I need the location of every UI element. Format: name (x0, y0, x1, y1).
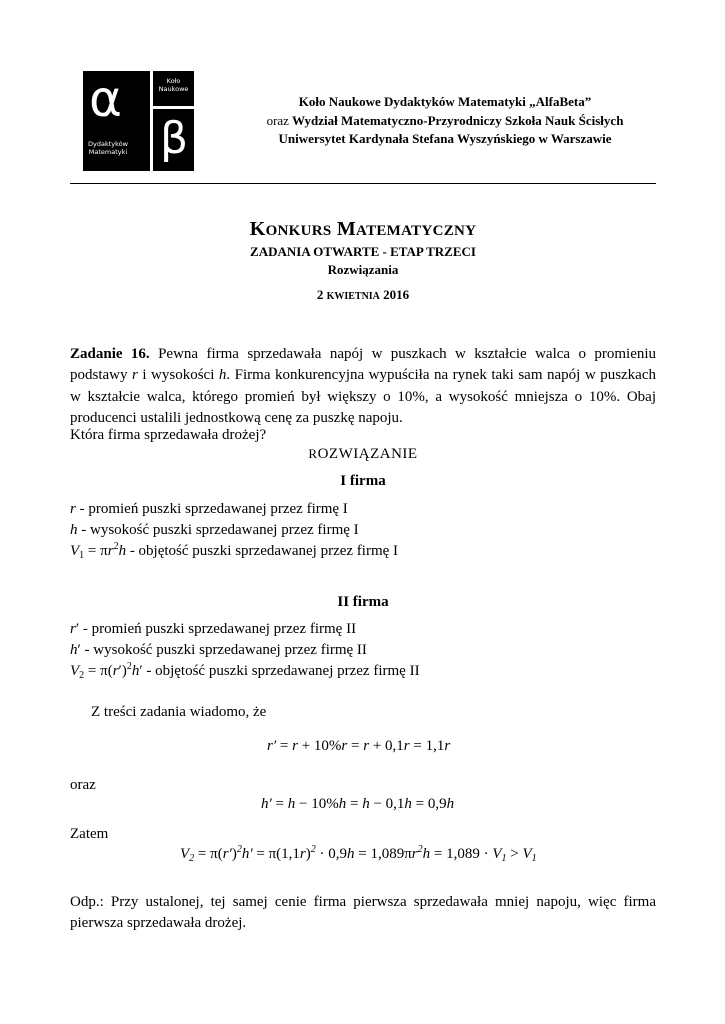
task-question: Która firma sprzedawała drożej? (70, 427, 267, 443)
firm2-v-def: $V_2 = \pi(r')^2h'$ - objętość puszki sprzedawanej przez firmę II (70, 661, 420, 681)
page-subtitle: ZADANIA OTWARTE - ETAP TRZECI (250, 244, 476, 259)
logo-top-right-text: Koło Naukowe (158, 77, 189, 93)
solution-heading: ROZWIĄZANIE (308, 446, 418, 462)
header-line-3: Uniwersytet Kardynała Stefana Wyszyńskiego w Warszawie (278, 131, 612, 146)
page-title: KONKURS MATEMATYCZNY (249, 218, 477, 240)
equation-volume: $V_2 = \pi(r')^2h' = \pi(1,1r)^2 \cdot 0,9h = 1,089\pi r^2h = 1,089 \cdot V_1 > V_1$ (180, 844, 537, 864)
page-date: 2 KWIETNIA 2016 (316, 287, 410, 302)
logo (83, 71, 194, 171)
solution-oraz: oraz (70, 777, 96, 793)
firm2-h-def: h′ - wysokość puszki sprzedawanej przez firmę II (70, 642, 367, 658)
solution-intro: Z treści zadania wiadomo, że (91, 704, 267, 720)
task-text: Zadanie 16. Pewna firma sprzedawała napój w puszkach w kształcie walca o promieniu podstawy r i wysokości h. Firma konkurencyjna wypuściła na rynek taki sam napój w puszkach w kształcie walca, którego promień był większy o 10%, a wysokość mniejsza o 10%. Obaj producenci ustalili jednostkową cenę za puszkę napoju. (70, 346, 657, 427)
logo-beta-glyph: β (159, 113, 189, 164)
solution-zatem: Zatem (70, 826, 109, 842)
firm2-heading: II firma (337, 594, 389, 610)
answer-text: Odp.: Przy ustalonej, tej samej cenie firma pierwsza sprzedawała mniej napoju, więc firma pierwsza sprzedawała drożej. (70, 894, 656, 932)
firm1-r-def: r - promień puszki sprzedawanej przez firmę I (70, 501, 348, 517)
firm1-heading: I firma (340, 473, 386, 489)
firm1-h-def: h - wysokość puszki sprzedawanej przez firmę I (70, 522, 359, 538)
header-line-2: oraz Wydział Matematyczno-Przyrodniczy Szkoła Nauk Ścisłych (266, 113, 624, 128)
firm1-v-def: $V_1 = \pi r^2h$ - objętość puszki sprzedawanej przez firmę I (70, 541, 399, 561)
logo-alpha-glyph: α (89, 70, 122, 128)
equation-radius: r′ = r + 10%r = r + 0,1r = 1,1r (267, 738, 451, 754)
firm2-r-def: r′ - promień puszki sprzedawanej przez firmę II (70, 621, 357, 637)
page-subtitle-2: Rozwiązania (327, 262, 399, 277)
header-line-1: Koło Naukowe Dydaktyków Matematyki „AlfaBeta” (298, 94, 592, 109)
header-divider (70, 183, 656, 184)
logo-bottom-left-text: Dydaktyków Matematyki (88, 140, 128, 156)
equation-height: h′ = h − 10%h = h − 0,1h = 0,9h (261, 796, 455, 812)
task-label: Zadanie 16. (70, 346, 150, 362)
